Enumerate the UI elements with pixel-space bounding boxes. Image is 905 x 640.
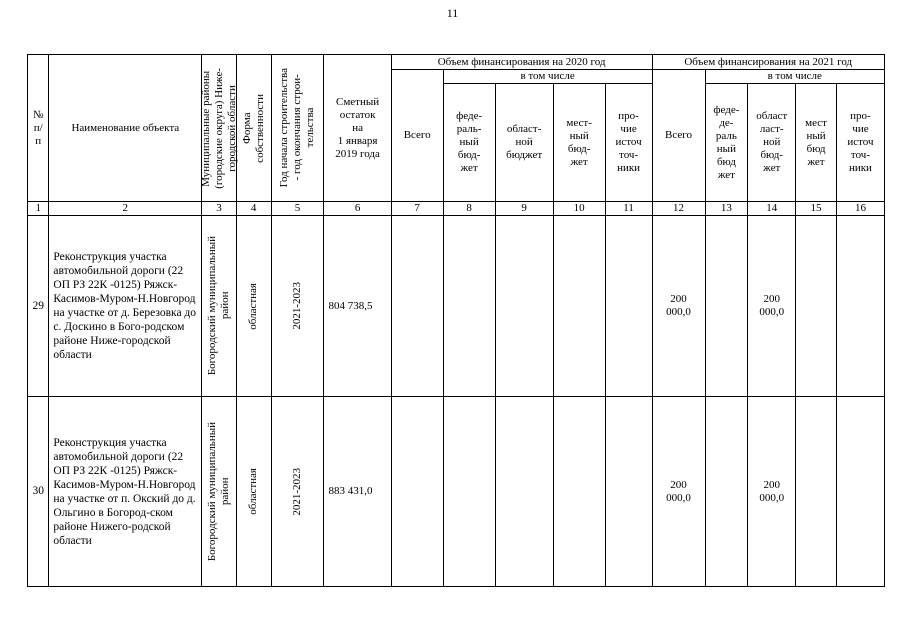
- other-2020-cell: [605, 397, 652, 587]
- object-name: Реконструкция участка автомобильной дороги (22 ОП РЗ 22К -0125) Ряжск-Касимов-Муром-Н.Новгород на участке от п. Окский до д. Ольгино в Богород-ском районе Нижего-родской области: [49, 397, 202, 587]
- column-number: 3: [202, 202, 237, 216]
- header-balance: Сметный остаток на 1 января 2019 года: [324, 55, 391, 202]
- district-text: Богородский муниципальный район: [206, 421, 232, 562]
- object-name: Реконструкция участка автомобильной дороги (22 ОП РЗ 22К -0125) Ряжск-Касимов-Муром-Н.Новгород на участке от д. Березовка до с. Доскино в Бого-родском районе Ниже-городской области: [49, 216, 202, 397]
- header-other-2020: про- чие источ точ- ники: [605, 84, 652, 202]
- header-total-2021: Всего: [652, 70, 705, 202]
- header-district: [199, 55, 238, 202]
- column-number: 4: [236, 202, 271, 216]
- header-federal-2021: феде- де- раль ный бюд жет: [705, 84, 748, 202]
- regional-2021-cell: 200 000,0: [748, 216, 796, 397]
- header-fin-2020: Объем финансирования на 2020 год: [391, 55, 652, 70]
- header-years-text: Год начала строительства - год окончания строи- тельства: [277, 68, 316, 188]
- header-federal-2020: феде- раль- ный бюд- жет: [443, 84, 495, 202]
- header-regional-2020: област- ной бюджет: [495, 84, 553, 202]
- column-number: 6: [324, 202, 391, 216]
- federal-2020-cell: [443, 216, 495, 397]
- federal-2021-cell: [705, 397, 748, 587]
- column-number: 9: [495, 202, 553, 216]
- ownership-cell: [236, 397, 271, 587]
- header-other-2021: про- чие источ точ- ники: [836, 84, 884, 202]
- column-number: 13: [705, 202, 748, 216]
- header-local-2021: мест ный бюд жет: [796, 84, 837, 202]
- column-number: 15: [796, 202, 837, 216]
- row-number: 30: [28, 397, 49, 587]
- balance-cell: 883 431,0: [324, 397, 391, 587]
- header-ownership-text: Форма собственности: [240, 93, 266, 163]
- local-2021-cell: [796, 397, 837, 587]
- column-number: 1: [28, 202, 49, 216]
- regional-2021-cell: 200 000,0: [748, 397, 796, 587]
- header-local-2020: мест- ный бюд- жет: [553, 84, 605, 202]
- years-text: 2021-2023: [290, 282, 303, 330]
- financing-table: [27, 54, 885, 587]
- total-2021-cell: 200 000,0: [652, 397, 705, 587]
- row-number: 29: [28, 216, 49, 397]
- header-regional-2021: област ласт- ной бюд- жет: [748, 84, 796, 202]
- header-incl-2021: в том числе: [705, 70, 885, 84]
- federal-2020-cell: [443, 397, 495, 587]
- column-number: 12: [652, 202, 705, 216]
- years-cell: [271, 216, 324, 397]
- regional-2020-cell: [495, 216, 553, 397]
- balance-cell: 804 738,5: [324, 216, 391, 397]
- column-number: 2: [49, 202, 202, 216]
- header-ownership: [236, 55, 271, 202]
- other-2020-cell: [605, 216, 652, 397]
- header-fin-2021: Объем финансирования на 2021 год: [652, 55, 884, 70]
- regional-2020-cell: [495, 397, 553, 587]
- total-2020-cell: [391, 397, 443, 587]
- column-number: 10: [553, 202, 605, 216]
- column-number: 8: [443, 202, 495, 216]
- ownership-text: областная: [247, 468, 260, 515]
- district-text: Богородский муниципальный район: [206, 236, 232, 376]
- total-2020-cell: [391, 216, 443, 397]
- years-text: 2021-2023: [290, 467, 303, 516]
- column-number: 16: [836, 202, 884, 216]
- header-incl-2020: в том числе: [443, 70, 652, 84]
- header-total-2020: Всего: [391, 70, 443, 202]
- table-row: [28, 397, 885, 587]
- other-2021-cell: [836, 216, 884, 397]
- header-district-text: Муниципальные районы (городские округа) Ниже- городской области: [199, 67, 238, 189]
- table-row: [28, 216, 885, 397]
- years-cell: [271, 397, 324, 587]
- total-2021-cell: 200 000,0: [652, 216, 705, 397]
- other-2021-cell: [836, 397, 884, 587]
- column-number: 5: [271, 202, 324, 216]
- page-number: 11: [446, 6, 459, 20]
- federal-2021-cell: [705, 216, 748, 397]
- column-number: 14: [748, 202, 796, 216]
- district-cell: [202, 216, 237, 397]
- column-number: 11: [605, 202, 652, 216]
- ownership-text: областная: [247, 282, 260, 330]
- header-no: № п/ п: [28, 55, 49, 202]
- ownership-cell: [236, 216, 271, 397]
- header-name: Наименование объекта: [49, 55, 202, 202]
- local-2020-cell: [553, 397, 605, 587]
- local-2020-cell: [553, 216, 605, 397]
- district-cell: [202, 397, 237, 587]
- column-number-row: [28, 202, 885, 216]
- header-years: [271, 55, 324, 202]
- local-2021-cell: [796, 216, 837, 397]
- column-number: 7: [391, 202, 443, 216]
